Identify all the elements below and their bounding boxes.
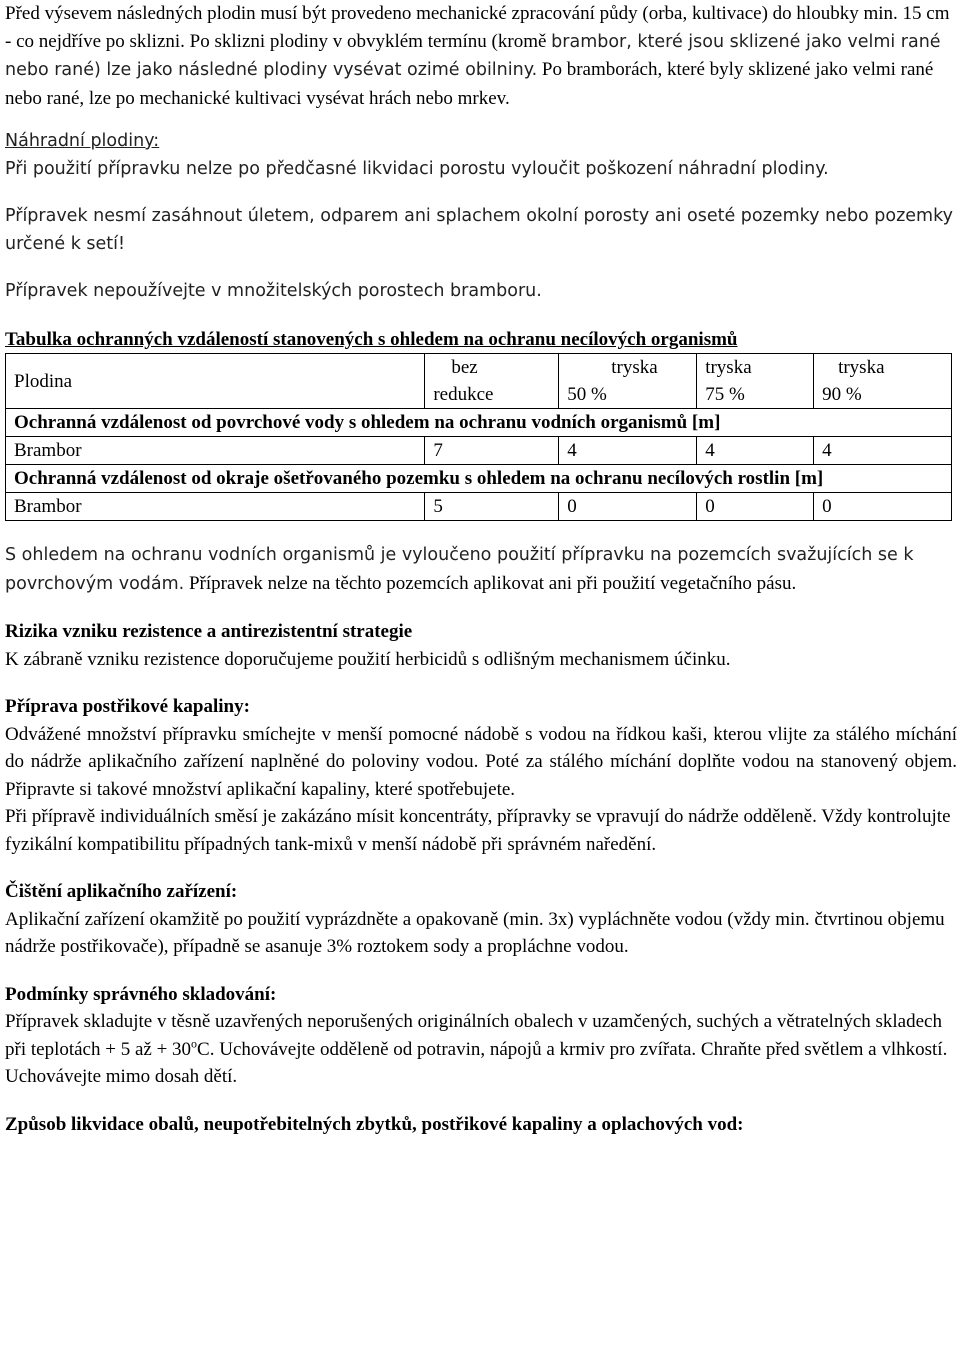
storage-heading: Podmínky správného skladování: — [5, 983, 277, 1005]
table-section-row — [6, 465, 952, 493]
table-title: Tabulka ochranných vzdáleností stanovených s ohledem na ochranu necílových organismů — [5, 328, 738, 350]
table-section-row — [6, 409, 952, 437]
resistance-section — [5, 618, 957, 673]
header-nozzle-75: tryska 75 % — [697, 354, 814, 409]
intro-text-2: brambor, které jsou sklizené jako velmi rané nebo rané) lze jako následné plodiny vysévat ozimé obilniny. — [5, 31, 941, 80]
cell-value: 0 — [814, 493, 952, 521]
prep-text-2: Při přípravě individuálních směsí je zakázáno mísit koncentráty, přípravky se vpravují do nádrže odděleně. Vždy kontrolujte fyzikální kompatibilitu případných tank-mixů v menší nádobě při správném naředění. — [5, 806, 951, 855]
table-row — [6, 493, 952, 521]
resistance-heading: Rizika vzniku rezistence a antirezistentní strategie — [5, 621, 413, 642]
section-plants: Ochranná vzdálenost od okraje ošetřovaného pozemku s ohledem na ochranu necílových rostlin [m] — [6, 465, 952, 493]
cell-value: 4 — [814, 437, 952, 465]
replacement-heading: Náhradní plodiny: — [5, 131, 160, 151]
header-nozzle-50: tryska 50 % — [559, 354, 697, 409]
header-no-reduction: bez redukce — [425, 354, 559, 409]
cell-crop: Brambor — [6, 493, 425, 521]
table-row — [6, 437, 952, 465]
water-text-1: S ohledem na ochranu vodních organismů je vyloučeno použití přípravku na pozemcích svažujících se k povrchovým vodám. — [5, 545, 914, 594]
intro-text-1: Před výsevem následných plodin musí být provedeno mechanické zpracování půdy (orba, kultivace) do hloubky min. 15 cm - co nejdříve po sklizni. Po sklizni plodiny v obvyklém termínu (kromě — [5, 3, 950, 52]
table-header-row — [6, 354, 952, 409]
prep-text-1: Odvážené množství přípravku smíchejte v menší pomocné nádobě s vodou na řídkou kaši, kterou vlijte za stálého míchání do nádrže aplikačního zařízení naplněné do poloviny vodou. Poté za stálého míchání doplňte vodou na stanovený objem. Připravte si takové množství aplikační kapaliny, které spotřebujete. — [5, 723, 957, 800]
cell-value: 4 — [697, 437, 814, 465]
cell-crop: Brambor — [6, 437, 425, 465]
drift-warning: Přípravek nesmí zasáhnout úletem, odparem ani splachem okolní porosty ani oseté pozemky nebo pozemky určené k setí! — [5, 206, 953, 254]
cleaning-heading: Čištění aplikačního zařízení: — [5, 881, 238, 902]
cell-value: 0 — [697, 493, 814, 521]
water-text-2: Přípravek nelze na těchto pozemcích aplikovat ani při použití vegetačního pásu. — [184, 572, 797, 594]
replacement-text: Při použití přípravku nelze po předčasné likvidaci porostu vyloučit poškození náhradní plodiny. — [5, 158, 829, 179]
seed-warning: Přípravek nepoužívejte v množitelských porostech bramboru. — [5, 281, 542, 301]
replacement-section — [5, 128, 957, 183]
water-paragraph — [5, 541, 957, 598]
cell-value: 4 — [559, 437, 697, 465]
storage-text: Přípravek skladujte v těsně uzavřených neporušených originálních obalech v uzamčených, suchých a větratelných skladech při teplotách + 5 až + $30^oC$. Uchovávejte odděleně od potravin, nápojů a krmiv pro zvířata. Chraňte před světlem a vlhkostí. Uchovávejte mimo dosah dětí. — [5, 1011, 948, 1087]
intro-text-3: Po bramborách, které byly sklizené jako velmi rané nebo rané, lze po mechanické kultivaci vysévat hrách nebo mrkev. — [5, 59, 934, 109]
disposal-heading: Způsob likvidace obalů, neupotřebitelných zbytků, postřikové kapaliny a oplachových vod: — [5, 1113, 744, 1135]
header-nozzle-90: tryska 90 % — [814, 354, 952, 409]
cell-value: 5 — [425, 493, 559, 521]
cleaning-text: Aplikační zařízení okamžitě po použití vyprázdněte a opakovaně (min. 3x) vypláchněte vodou (vždy min. čtvrtinou objemu nádrže postřikovače), případně se asanuje 3% roztokem sody a propláchne vodou. — [5, 908, 945, 957]
cell-value: 7 — [425, 437, 559, 465]
degree-sup: o — [191, 1036, 198, 1051]
header-crop: Plodina — [6, 354, 425, 409]
document-page — [5, 0, 957, 1138]
prep-heading: Příprava postřikové kapaliny: — [5, 696, 250, 717]
protection-distance-table — [5, 353, 952, 521]
cell-value: 0 — [559, 493, 697, 521]
intro-paragraph — [5, 0, 957, 112]
section-water: Ochranná vzdálenost od povrchové vody s ohledem na ochranu vodních organismů [m] — [6, 409, 952, 437]
resistance-text: K zábraně vzniku rezistence doporučujeme použití herbicidů s odlišným mechanismem účinku. — [5, 648, 731, 670]
